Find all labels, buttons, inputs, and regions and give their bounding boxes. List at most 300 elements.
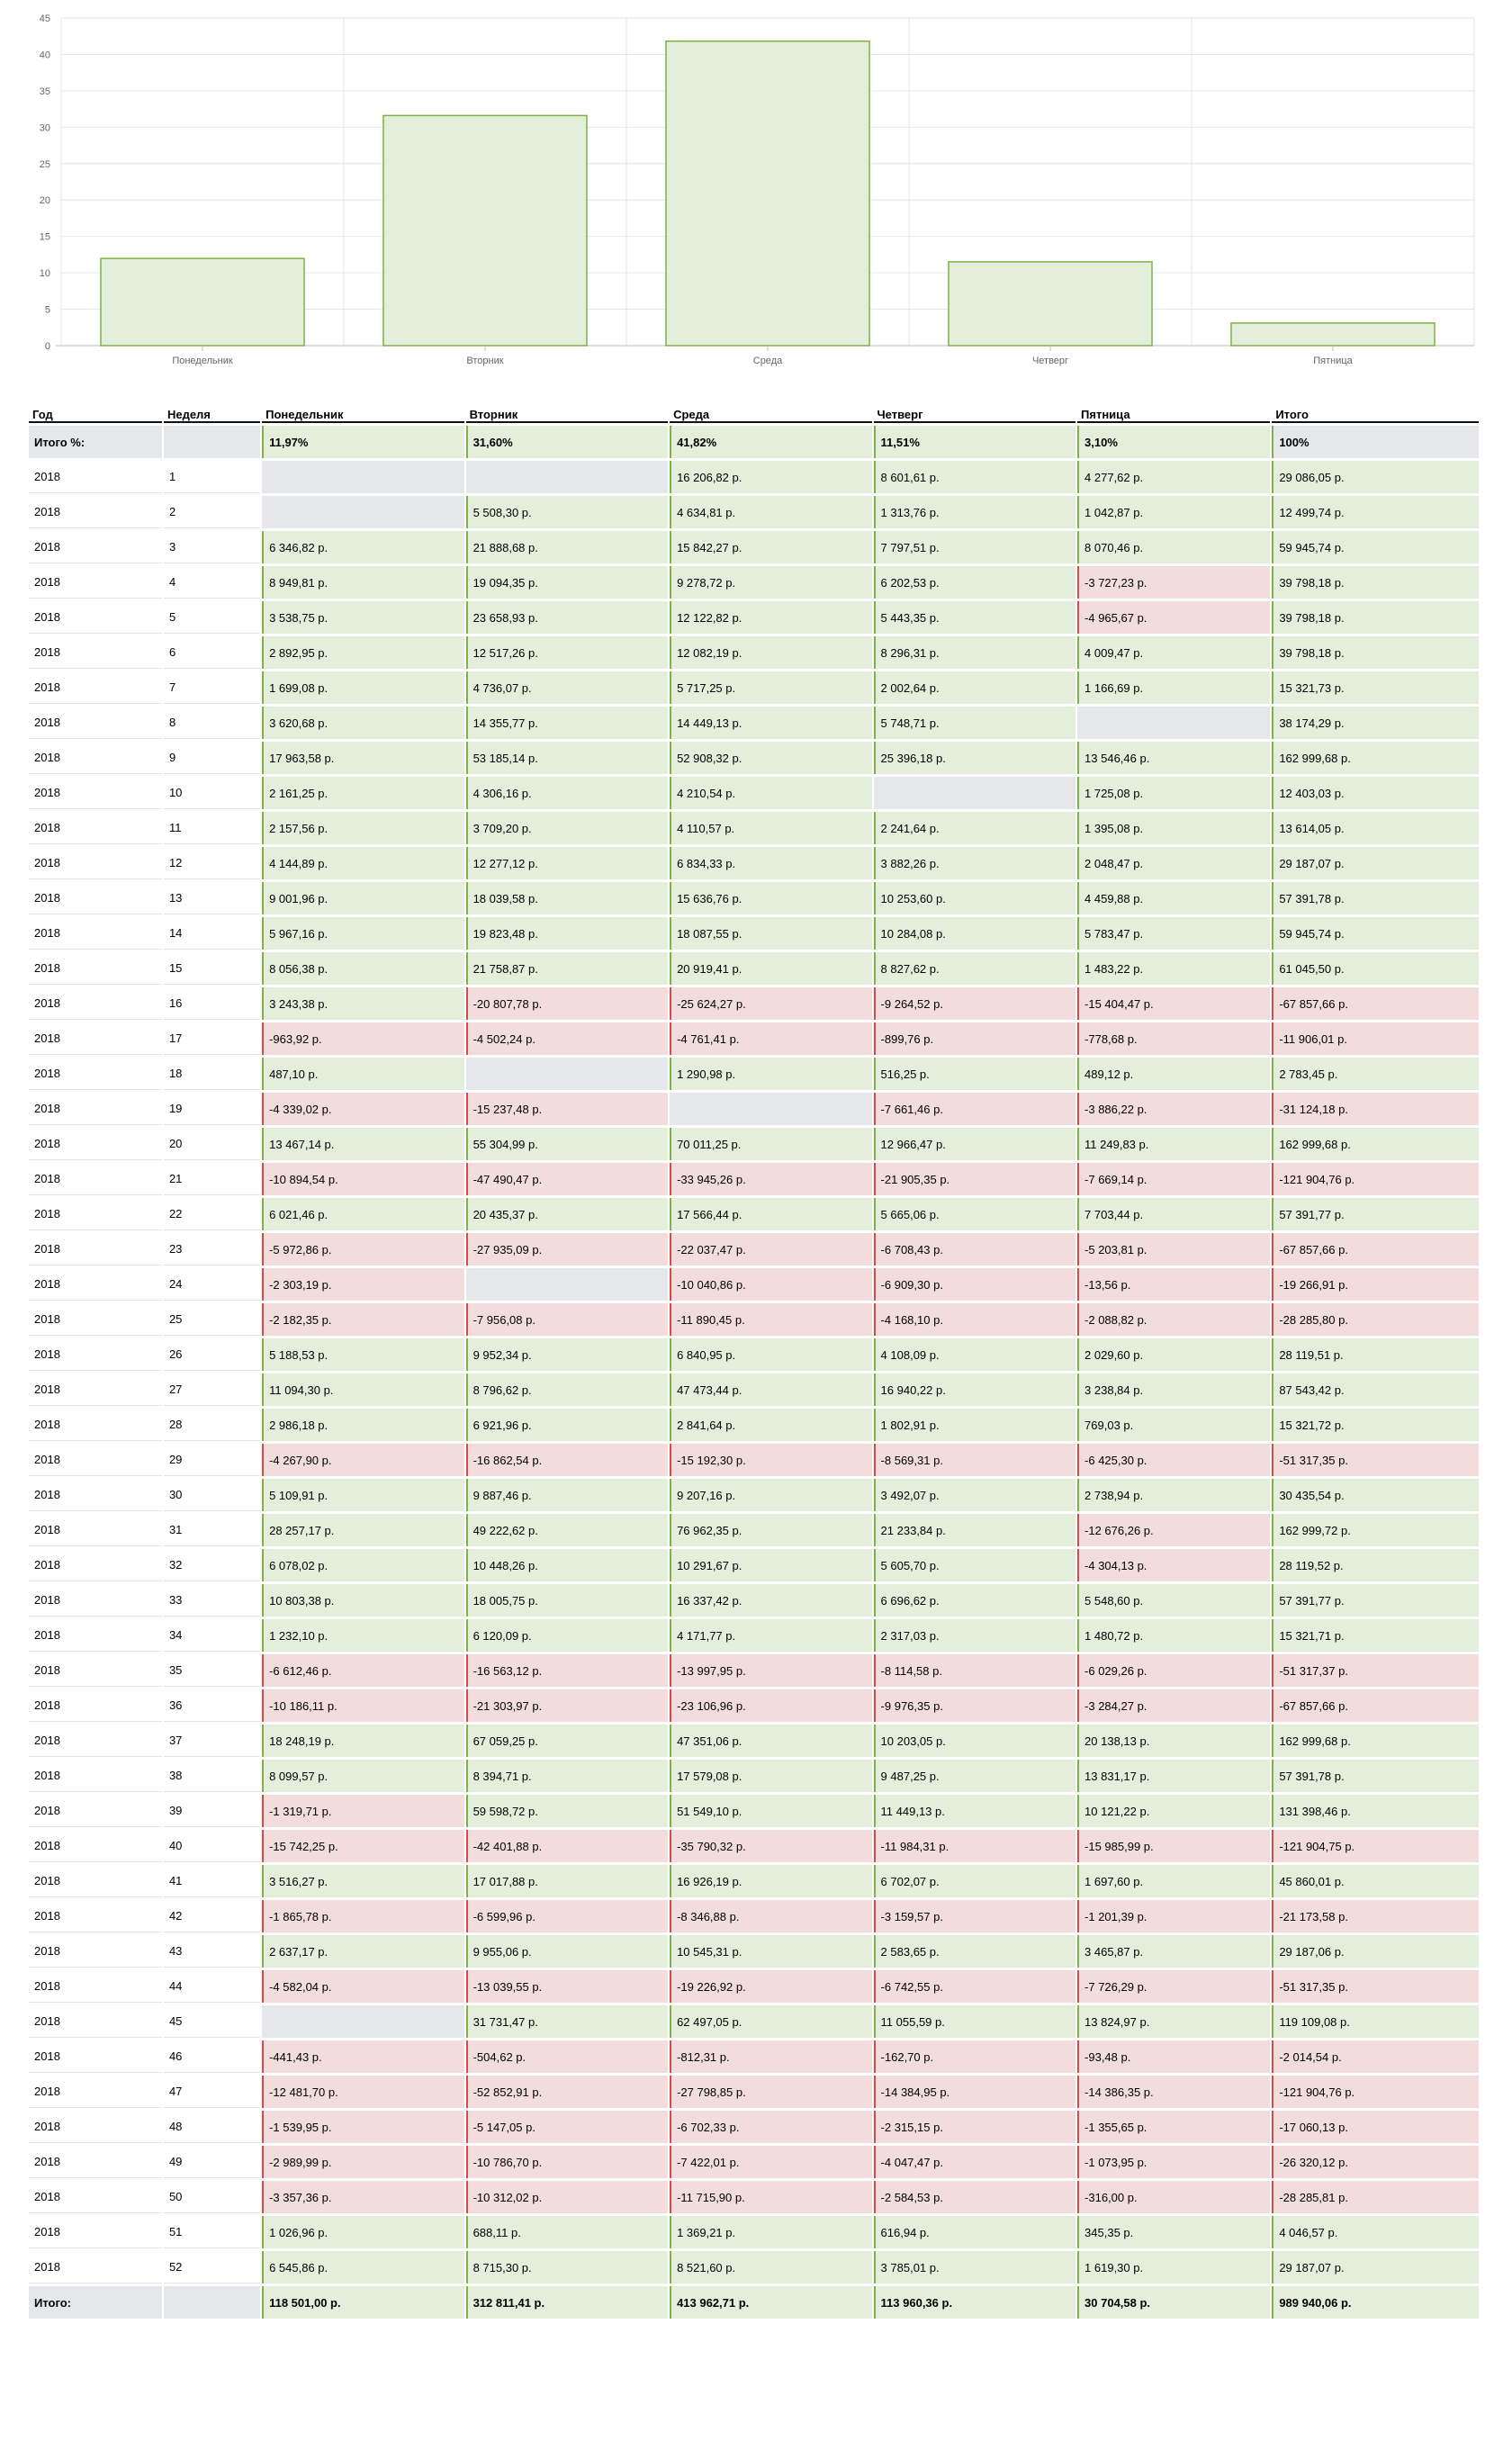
cell-friday: 1 166,69 р.	[1077, 671, 1270, 704]
cell-thursday: -6 909,30 р.	[874, 1268, 1076, 1301]
cell-year: 2018	[29, 1338, 162, 1371]
cell-friday: -5 203,81 р.	[1077, 1233, 1270, 1266]
cell-wednesday: -4 761,41 р.	[670, 1022, 871, 1055]
cell-tuesday: 8 796,62 р.	[466, 1374, 668, 1406]
cell-total: -51 317,35 р.	[1272, 1970, 1479, 2003]
cell-wednesday: 16 337,42 р.	[670, 1584, 871, 1617]
cell-monday: -15 742,25 р.	[262, 1830, 464, 1862]
cell-monday: 2 892,95 р.	[262, 636, 464, 669]
cell-week: 26	[164, 1338, 260, 1371]
cell-total: 30 435,54 р.	[1272, 1479, 1479, 1511]
cell-friday: 1 042,87 р.	[1077, 496, 1270, 528]
table-row	[29, 1409, 1479, 1441]
cell-thursday: -4 047,47 р.	[874, 2146, 1076, 2178]
header-year: Год	[29, 403, 162, 423]
cell-thursday: -8 114,58 р.	[874, 1654, 1076, 1687]
cell-monday: -2 303,19 р.	[262, 1268, 464, 1301]
cell-thursday: -2 584,53 р.	[874, 2181, 1076, 2213]
cell-friday: 3 465,87 р.	[1077, 1935, 1270, 1968]
header-wednesday: Среда	[670, 403, 871, 423]
cell-total: -121 904,75 р.	[1272, 1830, 1479, 1862]
cell-thursday: 5 443,35 р.	[874, 601, 1076, 634]
cell-friday: 4 009,47 р.	[1077, 636, 1270, 669]
cell-year: 2018	[29, 882, 162, 914]
cell-total: 45 860,01 р.	[1272, 1865, 1479, 1897]
cell-monday: -3 357,36 р.	[262, 2181, 464, 2213]
cell-tuesday: 12 277,12 р.	[466, 847, 668, 879]
cell-wednesday: -35 790,32 р.	[670, 1830, 871, 1862]
cell-week: 46	[164, 2040, 260, 2073]
cell-tuesday: -16 862,54 р.	[466, 1444, 668, 1476]
cell-year: 2018	[29, 917, 162, 950]
cell-week: 40	[164, 1830, 260, 1862]
cell-thursday: 1 313,76 р.	[874, 496, 1076, 528]
cell-monday: 6 346,82 р.	[262, 531, 464, 563]
cell-monday: 18 248,19 р.	[262, 1725, 464, 1757]
cell-total: 162 999,68 р.	[1272, 742, 1479, 774]
cell-monday: -2 182,35 р.	[262, 1303, 464, 1336]
cell-year: 2018	[29, 2146, 162, 2178]
cell-wednesday: 16 926,19 р.	[670, 1865, 871, 1897]
table-row	[29, 1830, 1479, 1862]
cell-monday: -4 582,04 р.	[262, 1970, 464, 2003]
cell-week: 37	[164, 1725, 260, 1757]
cell-tuesday: -6 599,96 р.	[466, 1900, 668, 1932]
cell-week: 18	[164, 1058, 260, 1090]
cell-year: 2018	[29, 1479, 162, 1511]
cell-total: 39 798,18 р.	[1272, 601, 1479, 634]
cell-tuesday: 18 039,58 р.	[466, 882, 668, 914]
percent-wednesday: 41,82%	[670, 426, 871, 458]
cell-friday: -12 676,26 р.	[1077, 1514, 1270, 1546]
table-row	[29, 1865, 1479, 1897]
cell-friday: -778,68 р.	[1077, 1022, 1270, 1055]
cell-wednesday: 4 171,77 р.	[670, 1619, 871, 1652]
cell-tuesday: 59 598,72 р.	[466, 1795, 668, 1827]
cell-tuesday: 4 736,07 р.	[466, 671, 668, 704]
cell-year: 2018	[29, 777, 162, 809]
cell-friday: -14 386,35 р.	[1077, 2076, 1270, 2108]
cell-monday: -4 339,02 р.	[262, 1093, 464, 1125]
cell-monday: 1 026,96 р.	[262, 2216, 464, 2248]
table-row	[29, 777, 1479, 809]
cell-thursday: 11 449,13 р.	[874, 1795, 1076, 1827]
cell-year: 2018	[29, 636, 162, 669]
cell-thursday: 10 253,60 р.	[874, 882, 1076, 914]
y-tick-label: 30	[39, 122, 50, 134]
cell-total: 12 403,03 р.	[1272, 777, 1479, 809]
cell-year: 2018	[29, 1303, 162, 1336]
cell-week: 7	[164, 671, 260, 704]
table-row	[29, 2005, 1479, 2038]
cell-friday: 489,12 р.	[1077, 1058, 1270, 1090]
cell-year: 2018	[29, 1725, 162, 1757]
cell-total: 29 187,06 р.	[1272, 1935, 1479, 1968]
cell-monday: 8 949,81 р.	[262, 566, 464, 599]
table-footer	[29, 2286, 1479, 2319]
header-tuesday: Вторник	[466, 403, 668, 423]
cell-monday: -10 186,11 р.	[262, 1689, 464, 1722]
cell-week: 36	[164, 1689, 260, 1722]
cell-wednesday: 18 087,55 р.	[670, 917, 871, 950]
cell-week: 38	[164, 1760, 260, 1792]
cell-wednesday: 47 473,44 р.	[670, 1374, 871, 1406]
cell-friday: 5 548,60 р.	[1077, 1584, 1270, 1617]
cell-tuesday: 12 517,26 р.	[466, 636, 668, 669]
cell-thursday: 5 605,70 р.	[874, 1549, 1076, 1581]
cell-tuesday: -16 563,12 р.	[466, 1654, 668, 1687]
bar-3	[666, 41, 869, 346]
cell-monday: 2 157,56 р.	[262, 812, 464, 844]
table-row	[29, 1233, 1479, 1266]
cell-monday: 4 144,89 р.	[262, 847, 464, 879]
cell-thursday: 2 241,64 р.	[874, 812, 1076, 844]
cell-year: 2018	[29, 1689, 162, 1722]
cell-friday: -15 985,99 р.	[1077, 1830, 1270, 1862]
cell-monday: -10 894,54 р.	[262, 1163, 464, 1195]
cell-tuesday: -13 039,55 р.	[466, 1970, 668, 2003]
cell-wednesday: 52 908,32 р.	[670, 742, 871, 774]
cell-week: 32	[164, 1549, 260, 1581]
cell-friday: 20 138,13 р.	[1077, 1725, 1270, 1757]
cell-tuesday: -47 490,47 р.	[466, 1163, 668, 1195]
y-tick-label: 45	[39, 14, 50, 24]
cell-week: 20	[164, 1128, 260, 1160]
cell-year: 2018	[29, 1444, 162, 1476]
cell-tuesday: 19 094,35 р.	[466, 566, 668, 599]
cell-total: 4 046,57 р.	[1272, 2216, 1479, 2248]
cell-tuesday: -10 312,02 р.	[466, 2181, 668, 2213]
cell-thursday: -6 708,43 р.	[874, 1233, 1076, 1266]
cell-monday: 5 967,16 р.	[262, 917, 464, 950]
cell-total: -121 904,76 р.	[1272, 2076, 1479, 2108]
cell-total: -51 317,37 р.	[1272, 1654, 1479, 1687]
cell-week: 39	[164, 1795, 260, 1827]
total-row-label: Итого:	[29, 2286, 162, 2319]
cell-wednesday: 4 110,57 р.	[670, 812, 871, 844]
cell-week: 42	[164, 1900, 260, 1932]
cell-total: 28 119,52 р.	[1272, 1549, 1479, 1581]
cell-tuesday: -5 147,05 р.	[466, 2111, 668, 2143]
table-row	[29, 1374, 1479, 1406]
cell-wednesday: -11 715,90 р.	[670, 2181, 871, 2213]
y-tick-label: 10	[39, 268, 50, 280]
weekly-table-container	[27, 401, 1480, 2321]
cell-week: 17	[164, 1022, 260, 1055]
cell-tuesday: -21 303,97 р.	[466, 1689, 668, 1722]
cell-tuesday: 23 658,93 р.	[466, 601, 668, 634]
cell-friday: -7 726,29 р.	[1077, 1970, 1270, 2003]
cell-tuesday: 21 888,68 р.	[466, 531, 668, 563]
cell-friday: 8 070,46 р.	[1077, 531, 1270, 563]
cell-tuesday: 49 222,62 р.	[466, 1514, 668, 1546]
cell-wednesday: 12 082,19 р.	[670, 636, 871, 669]
cell-wednesday: -7 422,01 р.	[670, 2146, 871, 2178]
table-row	[29, 1619, 1479, 1652]
table-row	[29, 1163, 1479, 1195]
cell-friday: 1 697,60 р.	[1077, 1865, 1270, 1897]
cell-monday: 10 803,38 р.	[262, 1584, 464, 1617]
cell-thursday: -14 384,95 р.	[874, 2076, 1076, 2108]
cell-tuesday: -7 956,08 р.	[466, 1303, 668, 1336]
cell-week: 33	[164, 1584, 260, 1617]
cell-year: 2018	[29, 2005, 162, 2038]
cell-tuesday: 53 185,14 р.	[466, 742, 668, 774]
cell-total: 162 999,68 р.	[1272, 1725, 1479, 1757]
cell-monday: 9 001,96 р.	[262, 882, 464, 914]
cell-thursday: 2 002,64 р.	[874, 671, 1076, 704]
cell-friday: 7 703,44 р.	[1077, 1198, 1270, 1230]
cell-thursday: 2 583,65 р.	[874, 1935, 1076, 1968]
percent-row-week-blank	[164, 426, 260, 458]
table-row	[29, 1549, 1479, 1581]
table-row	[29, 2146, 1479, 2178]
table-row	[29, 1198, 1479, 1230]
table-header	[29, 403, 1479, 423]
table-row	[29, 1444, 1479, 1476]
cell-friday: -1 201,39 р.	[1077, 1900, 1270, 1932]
cell-wednesday: 6 834,33 р.	[670, 847, 871, 879]
percent-total: 100%	[1272, 426, 1479, 458]
cell-thursday: 4 108,09 р.	[874, 1338, 1076, 1371]
cell-total: 57 391,78 р.	[1272, 882, 1479, 914]
cell-friday: -3 727,23 р.	[1077, 566, 1270, 599]
cell-friday: 2 029,60 р.	[1077, 1338, 1270, 1371]
cell-total: -17 060,13 р.	[1272, 2111, 1479, 2143]
cell-wednesday: 12 122,82 р.	[670, 601, 871, 634]
cell-thursday: 1 802,91 р.	[874, 1409, 1076, 1441]
cell-monday: -963,92 р.	[262, 1022, 464, 1055]
cell-thursday: 7 797,51 р.	[874, 531, 1076, 563]
cell-tuesday: 67 059,25 р.	[466, 1725, 668, 1757]
table-row	[29, 952, 1479, 985]
cell-wednesday: -11 890,45 р.	[670, 1303, 871, 1336]
cell-year: 2018	[29, 1093, 162, 1125]
table-row	[29, 917, 1479, 950]
cell-tuesday: -20 807,78 р.	[466, 987, 668, 1020]
cell-week: 21	[164, 1163, 260, 1195]
cell-thursday: 6 702,07 р.	[874, 1865, 1076, 1897]
cell-week: 47	[164, 2076, 260, 2108]
cell-thursday: -162,70 р.	[874, 2040, 1076, 2073]
cell-total: 59 945,74 р.	[1272, 531, 1479, 563]
cell-wednesday: -15 192,30 р.	[670, 1444, 871, 1476]
cell-total: 131 398,46 р.	[1272, 1795, 1479, 1827]
cell-total: -51 317,35 р.	[1272, 1444, 1479, 1476]
cell-week: 51	[164, 2216, 260, 2248]
percent-tuesday: 31,60%	[466, 426, 668, 458]
cell-total: -2 014,54 р.	[1272, 2040, 1479, 2073]
cell-week: 3	[164, 531, 260, 563]
cell-thursday: -2 315,15 р.	[874, 2111, 1076, 2143]
cell-tuesday: -504,62 р.	[466, 2040, 668, 2073]
cell-friday: 3 238,84 р.	[1077, 1374, 1270, 1406]
cell-friday: -1 073,95 р.	[1077, 2146, 1270, 2178]
bar-chart	[0, 0, 1512, 378]
cell-thursday: -21 905,35 р.	[874, 1163, 1076, 1195]
cell-friday: 1 725,08 р.	[1077, 777, 1270, 809]
cell-wednesday: -23 106,96 р.	[670, 1689, 871, 1722]
table-row	[29, 671, 1479, 704]
cell-total: 39 798,18 р.	[1272, 636, 1479, 669]
cell-tuesday	[466, 1058, 668, 1090]
cell-year: 2018	[29, 1760, 162, 1792]
table-row	[29, 531, 1479, 563]
cell-friday: 10 121,22 р.	[1077, 1795, 1270, 1827]
table-row	[29, 987, 1479, 1020]
total-row	[29, 2286, 1479, 2319]
cell-thursday: -4 168,10 р.	[874, 1303, 1076, 1336]
y-tick-label: 5	[44, 304, 50, 316]
cell-total: 59 945,74 р.	[1272, 917, 1479, 950]
cell-wednesday: 15 636,76 р.	[670, 882, 871, 914]
cell-tuesday: 9 952,34 р.	[466, 1338, 668, 1371]
cell-monday: -6 612,46 р.	[262, 1654, 464, 1687]
cell-wednesday: 16 206,82 р.	[670, 461, 871, 493]
cell-tuesday: -27 935,09 р.	[466, 1233, 668, 1266]
cell-week: 30	[164, 1479, 260, 1511]
cell-friday: -4 304,13 р.	[1077, 1549, 1270, 1581]
cell-total: 162 999,68 р.	[1272, 1128, 1479, 1160]
cell-year: 2018	[29, 566, 162, 599]
cell-monday	[262, 2005, 464, 2038]
cell-total: -28 285,80 р.	[1272, 1303, 1479, 1336]
cell-thursday: 616,94 р.	[874, 2216, 1076, 2248]
cell-year: 2018	[29, 1268, 162, 1301]
cell-year: 2018	[29, 952, 162, 985]
cell-total: 57 391,77 р.	[1272, 1584, 1479, 1617]
cell-year: 2018	[29, 1654, 162, 1687]
cell-monday: 8 099,57 р.	[262, 1760, 464, 1792]
cell-friday: 4 277,62 р.	[1077, 461, 1270, 493]
cell-wednesday: 47 351,06 р.	[670, 1725, 871, 1757]
cell-tuesday: 21 758,87 р.	[466, 952, 668, 985]
cell-total: 87 543,42 р.	[1272, 1374, 1479, 1406]
cell-year: 2018	[29, 461, 162, 493]
cell-monday: -4 267,90 р.	[262, 1444, 464, 1476]
bar-chart-svg	[0, 0, 1512, 378]
table-row	[29, 566, 1479, 599]
cell-monday: -12 481,70 р.	[262, 2076, 464, 2108]
cell-tuesday: 8 715,30 р.	[466, 2251, 668, 2283]
cell-total: 61 045,50 р.	[1272, 952, 1479, 985]
cell-thursday: 8 827,62 р.	[874, 952, 1076, 985]
cell-monday: 3 620,68 р.	[262, 707, 464, 739]
cell-monday: 3 538,75 р.	[262, 601, 464, 634]
table-row	[29, 882, 1479, 914]
total-friday: 30 704,58 р.	[1077, 2286, 1270, 2319]
weekly-profit-table	[27, 401, 1480, 2321]
cell-wednesday: -812,31 р.	[670, 2040, 871, 2073]
cell-thursday: 6 202,53 р.	[874, 566, 1076, 599]
table-row	[29, 1479, 1479, 1511]
cell-week: 16	[164, 987, 260, 1020]
cell-monday: 2 161,25 р.	[262, 777, 464, 809]
cell-week: 27	[164, 1374, 260, 1406]
cell-week: 34	[164, 1619, 260, 1652]
cell-year: 2018	[29, 1128, 162, 1160]
table-row	[29, 812, 1479, 844]
cell-wednesday: 9 278,72 р.	[670, 566, 871, 599]
cell-wednesday: -6 702,33 р.	[670, 2111, 871, 2143]
cell-year: 2018	[29, 812, 162, 844]
table-row	[29, 636, 1479, 669]
cell-monday: 3 516,27 р.	[262, 1865, 464, 1897]
cell-thursday: -8 569,31 р.	[874, 1444, 1076, 1476]
cell-year: 2018	[29, 1900, 162, 1932]
cell-week: 22	[164, 1198, 260, 1230]
cell-tuesday: -4 502,24 р.	[466, 1022, 668, 1055]
cell-wednesday: 1 290,98 р.	[670, 1058, 871, 1090]
table-row	[29, 707, 1479, 739]
cell-wednesday: 17 579,08 р.	[670, 1760, 871, 1792]
cell-year: 2018	[29, 2111, 162, 2143]
cell-week: 31	[164, 1514, 260, 1546]
percent-monday: 11,97%	[262, 426, 464, 458]
cell-thursday: 5 665,06 р.	[874, 1198, 1076, 1230]
cell-wednesday: 20 919,41 р.	[670, 952, 871, 985]
cell-total: -67 857,66 р.	[1272, 987, 1479, 1020]
cell-monday	[262, 461, 464, 493]
cell-monday: 6 078,02 р.	[262, 1549, 464, 1581]
total-thursday: 113 960,36 р.	[874, 2286, 1076, 2319]
cell-friday: -13,56 р.	[1077, 1268, 1270, 1301]
table-row	[29, 1058, 1479, 1090]
cell-tuesday: 8 394,71 р.	[466, 1760, 668, 1792]
header-friday: Пятница	[1077, 403, 1270, 423]
table-row	[29, 2040, 1479, 2073]
percent-friday: 3,10%	[1077, 426, 1270, 458]
cell-year: 2018	[29, 671, 162, 704]
cell-monday: 487,10 р.	[262, 1058, 464, 1090]
cell-monday: 17 963,58 р.	[262, 742, 464, 774]
table-row	[29, 1268, 1479, 1301]
table-row	[29, 1900, 1479, 1932]
cell-thursday: -9 976,35 р.	[874, 1689, 1076, 1722]
table-row	[29, 601, 1479, 634]
cell-friday: -6 029,26 р.	[1077, 1654, 1270, 1687]
cell-monday: -1 539,95 р.	[262, 2111, 464, 2143]
bar-2	[383, 115, 587, 346]
cell-year: 2018	[29, 1374, 162, 1406]
cell-total: 119 109,08 р.	[1272, 2005, 1479, 2038]
cell-wednesday: 4 210,54 р.	[670, 777, 871, 809]
cell-monday: 11 094,30 р.	[262, 1374, 464, 1406]
cell-year: 2018	[29, 1830, 162, 1862]
cell-friday: -7 669,14 р.	[1077, 1163, 1270, 1195]
cell-friday: 1 619,30 р.	[1077, 2251, 1270, 2283]
cell-thursday: -9 264,52 р.	[874, 987, 1076, 1020]
cell-friday: -15 404,47 р.	[1077, 987, 1270, 1020]
cell-friday: 769,03 р.	[1077, 1409, 1270, 1441]
cell-friday: -2 088,82 р.	[1077, 1303, 1270, 1336]
table-row	[29, 1795, 1479, 1827]
cell-monday: -441,43 р.	[262, 2040, 464, 2073]
cell-year: 2018	[29, 1935, 162, 1968]
cell-year: 2018	[29, 1584, 162, 1617]
cell-thursday: 6 696,62 р.	[874, 1584, 1076, 1617]
cell-thursday: 2 317,03 р.	[874, 1619, 1076, 1652]
cell-monday: 5 188,53 р.	[262, 1338, 464, 1371]
cell-total: -26 320,12 р.	[1272, 2146, 1479, 2178]
table-row	[29, 847, 1479, 879]
cell-monday: -2 989,99 р.	[262, 2146, 464, 2178]
cell-monday: 6 545,86 р.	[262, 2251, 464, 2283]
cell-year: 2018	[29, 2216, 162, 2248]
cell-wednesday: 14 449,13 р.	[670, 707, 871, 739]
cell-total: 15 321,72 р.	[1272, 1409, 1479, 1441]
cell-week: 52	[164, 2251, 260, 2283]
